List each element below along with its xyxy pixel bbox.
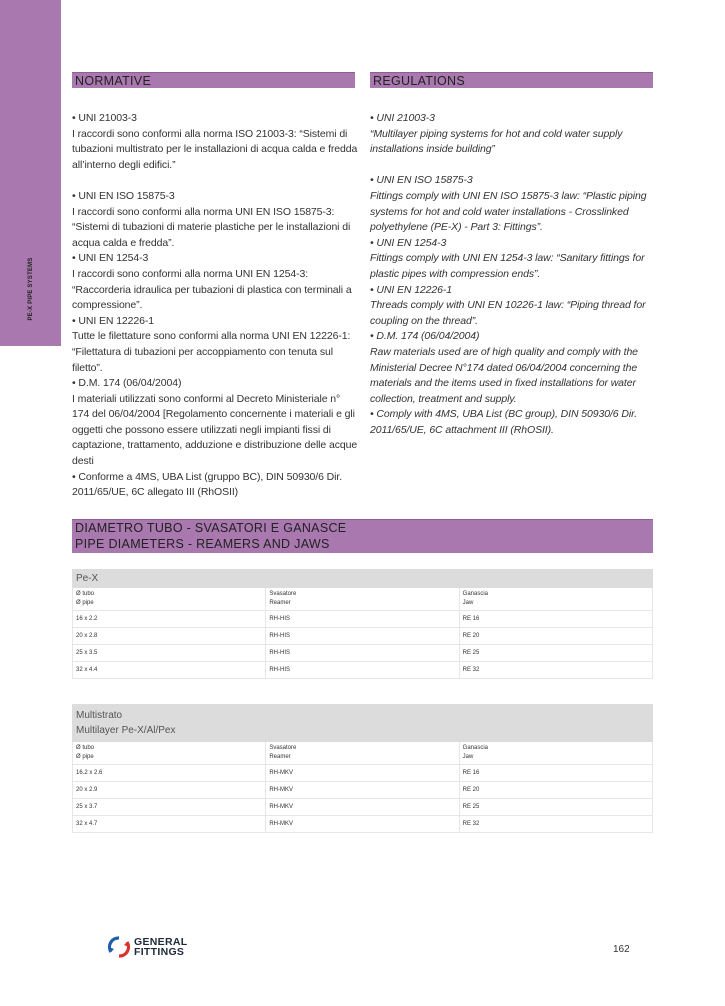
table-header-cell: Ø tubo Ø pipe xyxy=(73,588,266,611)
table-cell: RE 32 xyxy=(459,662,652,679)
table-cell: RE 25 xyxy=(459,645,652,662)
table-cell: RE 32 xyxy=(459,816,652,833)
regulations-block: • UNI 21003-3 “Multilayer piping systems for hot and cold water supply installations inside building” xyxy=(370,112,623,156)
table-cell: RE 16 xyxy=(459,611,652,628)
table-cell: 25 x 3.7 xyxy=(73,799,266,816)
table-cell: RE 16 xyxy=(459,765,652,782)
pex-table-title: Pe-X xyxy=(73,570,653,588)
sidebar-band xyxy=(0,0,61,346)
table-cell: RE 20 xyxy=(459,628,652,645)
normative-text xyxy=(72,111,360,501)
general-fittings-logo xyxy=(107,935,187,959)
table-cell: RH-MKV xyxy=(266,799,459,816)
table-cell: RH-HIS xyxy=(266,628,459,645)
table-row xyxy=(73,611,653,628)
page-number: 162 xyxy=(613,944,630,955)
table-header-cell: Ganascia Jaw xyxy=(459,588,652,611)
table-cell: 20 x 2.9 xyxy=(73,782,266,799)
logo-mark-icon xyxy=(107,935,131,959)
table-row xyxy=(73,645,653,662)
multilayer-table-title: Multistrato Multilayer Pe-X/Al/Pex xyxy=(73,705,653,742)
diameters-title-it: DIAMETRO TUBO - SVASATORI E GANASCE xyxy=(75,521,347,535)
diameters-title-en: PIPE DIAMETERS - REAMERS AND JAWS xyxy=(75,537,330,551)
regulations-header: REGULATIONS xyxy=(370,72,653,88)
table-row xyxy=(73,782,653,799)
brand-line-2: FITTINGS xyxy=(134,946,185,958)
table-row xyxy=(73,765,653,782)
table-cell: RH-HIS xyxy=(266,645,459,662)
regulations-block: • UNI EN ISO 15875-3 Fittings comply with UNI EN ISO 15875-3 law: “Plastic piping systems for hot and cold water installations - Crosslinked polyethylene (PE-X) - Part 3: Fittings”. • UNI EN 1254-3 Fittings comply with UNI EN 1254-3 law: “Sanitary fittings for plastic pipes with compression ends”. • UNI EN 12226-1 Threads comply with UNI EN 10226-1 law: “Piping thread for coupling on the thread”. • D.M. 174 (06/04/2004) Raw materials used are of high quality and comply with the Ministerial Decree N°174 dated 06/04/2004 concerning the materials and the items used in fixed installations for water collection, treatment and supply. • Comply with 4MS, UBA List (BC group), DIN 50930/6 Dir. 2011/65/UE, 6C attachment III (RhOSII). xyxy=(370,174,647,436)
table-cell: 32 x 4.4 xyxy=(73,662,266,679)
table-row xyxy=(73,628,653,645)
logo-text xyxy=(134,937,187,957)
table-row xyxy=(73,662,653,679)
table-header-cell: Svasatore Reamer xyxy=(266,588,459,611)
table-cell: RH-HIS xyxy=(266,611,459,628)
table-row xyxy=(73,799,653,816)
table-header-cell: Ø tubo Ø pipe xyxy=(73,742,266,765)
normative-header: NORMATIVE xyxy=(72,72,355,88)
table-header-cell: Svasatore Reamer xyxy=(266,742,459,765)
table-cell: RH-MKV xyxy=(266,816,459,833)
regulations-text xyxy=(370,111,660,438)
table-cell: 32 x 4.7 xyxy=(73,816,266,833)
table-cell: 16 x 2.2 xyxy=(73,611,266,628)
pex-table xyxy=(72,569,653,679)
sidebar-label: PE-X PIPE SYSTEMS xyxy=(28,257,34,321)
table-row xyxy=(73,816,653,833)
table-header-cell: Ganascia Jaw xyxy=(459,742,652,765)
diameters-header xyxy=(72,519,653,553)
table-cell: 20 x 2.8 xyxy=(73,628,266,645)
normative-block: • UNI EN ISO 15875-3 I raccordi sono conformi alla norma UNI EN ISO 15875-3: “Sistemi di tubazioni di materie plastiche per le installazioni di acqua calda e fredda”. • UNI EN 1254-3 I raccordi sono conformi alla norma UNI EN 1254-3: “Raccorderia idraulica per tubazioni di plastica con terminali a compressione”. • UNI EN 12226-1 Tutte le filettature sono conformi alla norma UNI EN 12226-1: “Filettatura di tubazioni per accoppiamento con tenuta sul filetto”. • D.M. 174 (06/04/2004) I materiali utilizzati sono conformi al Decreto Ministeriale n° 174 del 06/04/2004 [Regolamento concernente i materiali e gli oggetti che possono essere utilizzati negli impianti fissi di captazione, trattamento, adduzione e distribuzione delle acque desti • Conforme a 4MS, UBA List (gruppo BC), DIN 50930/6 Dir. 2011/65/UE, 6C allegato III (RhOSII) xyxy=(72,189,358,499)
multilayer-table xyxy=(72,704,653,833)
brand-line-1: GENERAL xyxy=(134,936,188,948)
table-cell: RH-HIS xyxy=(266,662,459,679)
table-cell: RH-MKV xyxy=(266,765,459,782)
table-cell: 25 x 3.5 xyxy=(73,645,266,662)
normative-block: • UNI 21003-3 I raccordi sono conformi alla norma ISO 21003-3: “Sistemi di tubazioni multistrato per le installazioni di acqua calda e fredda all’interno degli edifici.” xyxy=(72,112,358,171)
table-cell: RE 25 xyxy=(459,799,652,816)
table-cell: RE 20 xyxy=(459,782,652,799)
table-cell: 16.2 x 2.6 xyxy=(73,765,266,782)
table-cell: RH-MKV xyxy=(266,782,459,799)
